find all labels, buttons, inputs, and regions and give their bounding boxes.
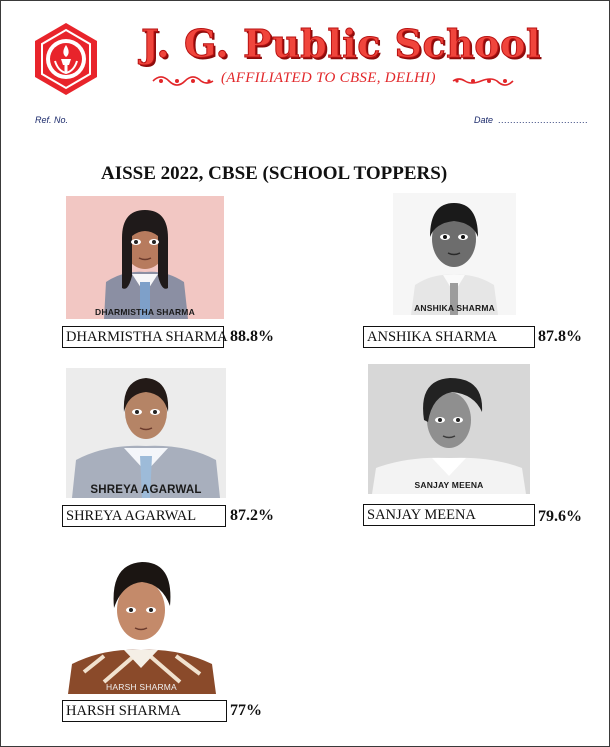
student-percentage: 79.6% <box>538 508 582 525</box>
student-percentage: 87.8% <box>538 328 582 345</box>
student-portrait-icon <box>368 364 530 494</box>
photo-caption: DHARMISTHA SHARMA <box>95 307 195 317</box>
right-flourish-icon <box>451 72 515 90</box>
student-photo <box>368 364 530 494</box>
student-photo <box>393 193 516 315</box>
student-portrait-icon <box>393 193 516 315</box>
photo-caption: ANSHIKA SHARMA <box>414 303 495 313</box>
student-photo <box>66 368 226 498</box>
date-dots: .............................. <box>498 115 589 125</box>
student-name-box: SHREYA AGARWAL <box>62 505 226 527</box>
date-label: Date <box>474 115 494 125</box>
affiliation-text: (AFFILIATED TO CBSE, DELHI) <box>221 70 436 86</box>
student-percentage: 87.2% <box>230 507 274 524</box>
student-name-box: HARSH SHARMA <box>62 700 227 722</box>
left-flourish-icon <box>151 72 215 90</box>
photo-caption: SANJAY MEENA <box>414 480 484 490</box>
student-percentage: 77% <box>230 702 262 719</box>
page-title: AISSE 2022, CBSE (SCHOOL TOPPERS) <box>101 163 448 184</box>
student-percentage: 88.8% <box>230 328 274 345</box>
student-name-box: DHARMISTHA SHARMA <box>62 326 224 348</box>
student-portrait-icon <box>66 196 224 319</box>
student-photo <box>66 196 224 319</box>
student-photo <box>64 552 219 694</box>
affiliation-row <box>151 69 531 93</box>
photo-caption: SHREYA AGARWAL <box>90 484 202 496</box>
student-portrait-icon <box>64 552 219 694</box>
student-name-box: SANJAY MEENA <box>363 504 535 526</box>
school-name: J. G. Public School <box>141 21 541 66</box>
student-name-box: ANSHIKA SHARMA <box>363 326 535 348</box>
school-logo-icon <box>31 21 101 97</box>
photo-caption: HARSH SHARMA <box>106 682 177 692</box>
ref-no-label: Ref. No. <box>35 115 69 125</box>
student-portrait-icon <box>66 368 226 498</box>
